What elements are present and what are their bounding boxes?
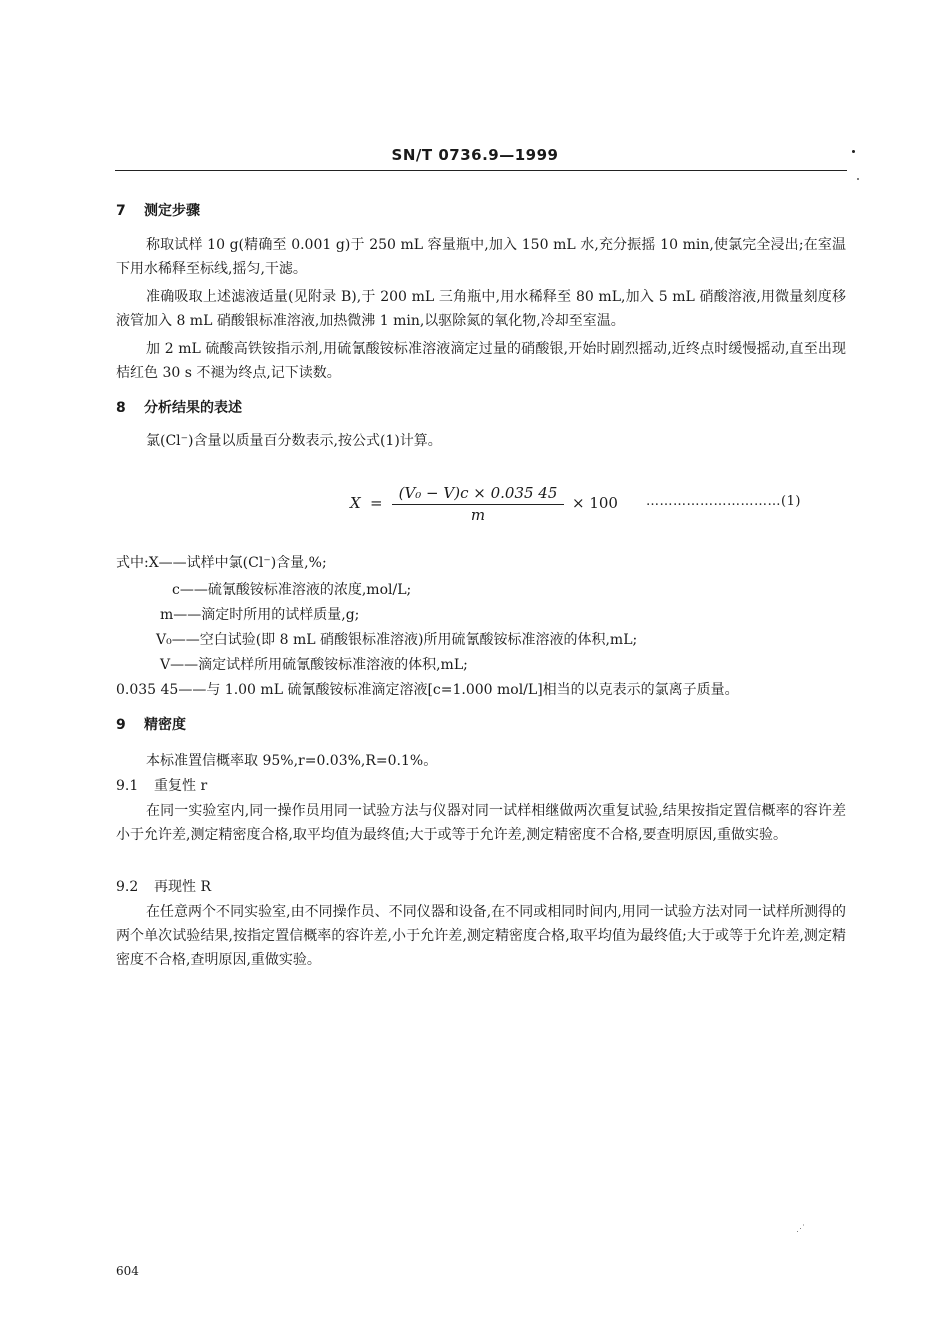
subsection-number: 9.1 (116, 778, 139, 794)
subsection-title: 再现性 R (154, 879, 211, 895)
legend-line: m——滴定时所用的试样质量,g; (160, 607, 360, 623)
legend-line: V——滴定试样所用硫氰酸铵标准溶液的体积,mL; (160, 657, 468, 673)
scan-speck: ⋰ (796, 1224, 805, 1234)
scan-dot (857, 178, 859, 180)
subsection-title: 重复性 r (154, 778, 208, 794)
legend-line: 0.035 45——与 1.00 mL 硫氰酸铵标准滴定溶液[c=1.000 mol/L]相当的以克表示的氯离子质量。 (116, 682, 739, 698)
section-number: 9 (116, 717, 126, 733)
section-9-heading (116, 714, 186, 734)
legend-line: V₀——空白试验(即 8 mL 硝酸银标准溶液)所用硫氰酸铵标准溶液的体积,mL; (156, 632, 638, 648)
paragraph: 加 2 mL 硫酸高铁铵指示剂,用硫氰酸铵标准溶液滴定过量的硝酸银,开始时剧烈摇动,近终点时缓慢摇动,直至出现桔红色 30 s 不褪为终点,记下读数。 (116, 341, 846, 381)
section-number: 8 (116, 400, 126, 416)
section-8-heading (116, 397, 242, 417)
subsection-9-2-heading (116, 876, 211, 896)
legend-line: c——硫氰酸铵标准溶液的浓度,mol/L; (172, 582, 412, 598)
section-7-heading (116, 200, 200, 220)
formula-lhs: X (350, 494, 361, 512)
section-title: 精密度 (144, 717, 186, 733)
section-title: 分析结果的表述 (144, 400, 242, 416)
paragraph: 准确吸取上述滤液适量(见附录 B),于 200 mL 三角瓶中,用水稀释至 80 mL,加入 5 mL 硝酸溶液,用微量刻度移液管加入 8 mL 硝酸银标准溶液,加热微沸 1 min,以驱除氮的氧化物,冷却至室温。 (116, 289, 846, 329)
formula-tail: × 100 (572, 494, 618, 512)
formula-fraction (392, 484, 564, 524)
scan-dot (852, 150, 855, 153)
page-number: 604 (116, 1264, 139, 1278)
subsection-9-1-heading (116, 775, 207, 795)
formula-intro: 氯(Cl⁻)含量以质量百分数表示,按公式(1)计算。 (146, 433, 442, 449)
paragraph: 称取试样 10 g(精确至 0.001 g)于 250 mL 容量瓶中,加入 150 mL 水,充分振摇 10 min,使氯完全浸出;在室温下用水稀释至标线,摇匀,干滤。 (116, 237, 846, 277)
formula-numerator: (V₀ − V)c × 0.035 45 (398, 484, 558, 502)
header-rule (115, 170, 847, 171)
formula-equals: = (370, 494, 383, 512)
section-number: 7 (116, 203, 126, 219)
formula-number: …………………………(1) (646, 494, 801, 509)
precision-intro: 本标准置信概率取 95%,r=0.03%,R=0.1%。 (146, 753, 438, 769)
formula-denominator: m (470, 506, 486, 524)
section-title: 测定步骤 (144, 203, 200, 219)
subsection-number: 9.2 (116, 879, 139, 895)
legend-line: 式中:X——试样中氯(Cl⁻)含量,%; (116, 555, 327, 571)
standard-code: SN/T 0736.9—1999 (391, 146, 559, 164)
paragraph: 在同一实验室内,同一操作员用同一试验方法与仪器对同一试样相继做两次重复试验,结果按指定置信概率的容许差小于允许差,测定精密度合格,取平均值为最终值;大于或等于允许差,测定精密度不合格,要查明原因,重做实验。 (116, 803, 846, 843)
paragraph: 在任意两个不同实验室,由不同操作员、不同仪器和设备,在不同或相同时间内,用同一试验方法对同一试样所测得的两个单次试验结果,按指定置信概率的容许差,小于允许差,测定精密度合格,取平均值为最终值;大于或等于允许差,测定精密度不合格,查明原因,重做实验。 (116, 904, 846, 968)
